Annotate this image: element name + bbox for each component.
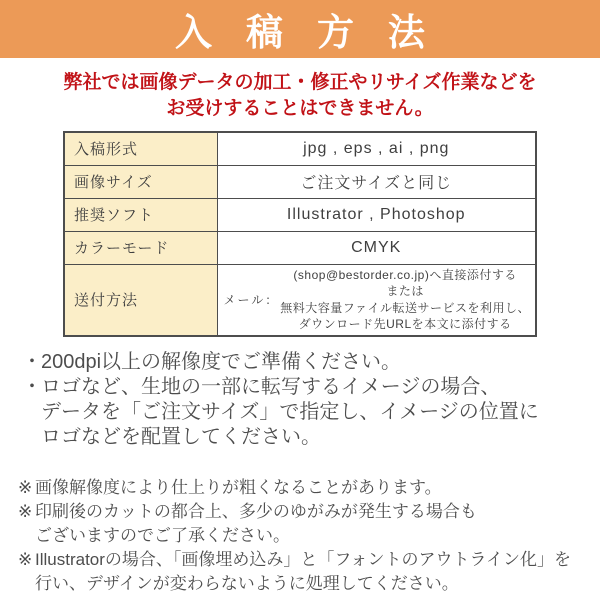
note-marker: ※ [18,477,33,497]
submission-spec-table [63,131,537,337]
table-row-image-size [64,165,536,198]
mail-line-or: または [386,284,424,298]
mail-method-detail [279,267,531,333]
table-row-color-mode [64,231,536,264]
note-distortion-line-2: ございますのでご了承ください。 [35,525,290,545]
note-illustrator-line-2: 行い、デザインが変わらないように処理してください。 [35,573,459,593]
bullet-item-resolution [22,350,600,375]
bullet-marker: ・ [22,375,42,398]
mail-line-transfer-1: 無料大容量ファイル転送サービスを利用し、 [280,300,531,315]
bullet-logo-line-1: ロゴなど、生地の一部に転写するイメージの場合、 [41,375,501,398]
bullet-marker: ・ [22,350,42,373]
row-label-send-method: 送付方法 [64,264,217,336]
row-value-software: Illustrator , Photoshop [217,198,536,231]
note-text-illustrator [35,548,571,596]
note-item-distortion [18,500,600,548]
bullet-logo-line-3: ロゴなどを配置してください。 [41,425,321,448]
note-illustrator-line-1: Illustratorの場合、「画像埋め込み」と「フォントのアウトライン化」を [35,549,572,569]
page-title: 入 稿 方 法 [175,12,437,53]
row-label-color-mode: カラーモード [64,231,217,264]
mail-cell [218,265,536,335]
note-text-resolution: 画像解像度により仕上りが粗くなることがあります。 [35,477,442,497]
note-item-illustrator [18,548,600,596]
notes-list [18,476,600,596]
bullet-item-logo [22,375,600,450]
title-banner [0,0,600,58]
table-row-format [64,132,536,165]
mail-line-attach: (shop@bestorder.co.jp)へ直接添付する [293,267,517,282]
row-label-image-size: 画像サイズ [64,165,217,198]
row-value-send-method [217,264,536,336]
row-label-software: 推奨ソフト [64,198,217,231]
note-item-resolution [18,476,600,500]
note-marker: ※ [18,501,33,521]
row-value-format: jpg , eps , ai , png [217,132,536,165]
warning-line-1: 弊社では画像データの加工・修正やリサイズ作業などを [63,72,537,93]
row-value-image-size: ご注文サイズと同じ [217,165,536,198]
bullet-logo-line-2: データを「ご注文サイズ」で指定し、イメージの位置に [41,400,539,423]
bullet-list [22,350,600,450]
mail-line-transfer-2: ダウンロード先URLを本文に添付する [298,317,512,331]
table-row-software [64,198,536,231]
mail-method-label: メール： [223,293,280,307]
note-distortion-line-1: 印刷後のカットの都合上、多少のゆがみが発生する場合も [35,501,477,521]
warning-line-2: お受けすることはできません。 [166,98,434,119]
warning-text [0,70,600,122]
row-value-color-mode: CMYK [217,231,536,264]
note-text-distortion [35,500,477,548]
bullet-text-resolution: 200dpi以上の解像度でご準備ください。 [41,350,402,373]
note-marker: ※ [18,549,33,569]
table-row-send-method [64,264,536,336]
bullet-text-logo [41,375,539,450]
row-label-format: 入稿形式 [64,132,217,165]
